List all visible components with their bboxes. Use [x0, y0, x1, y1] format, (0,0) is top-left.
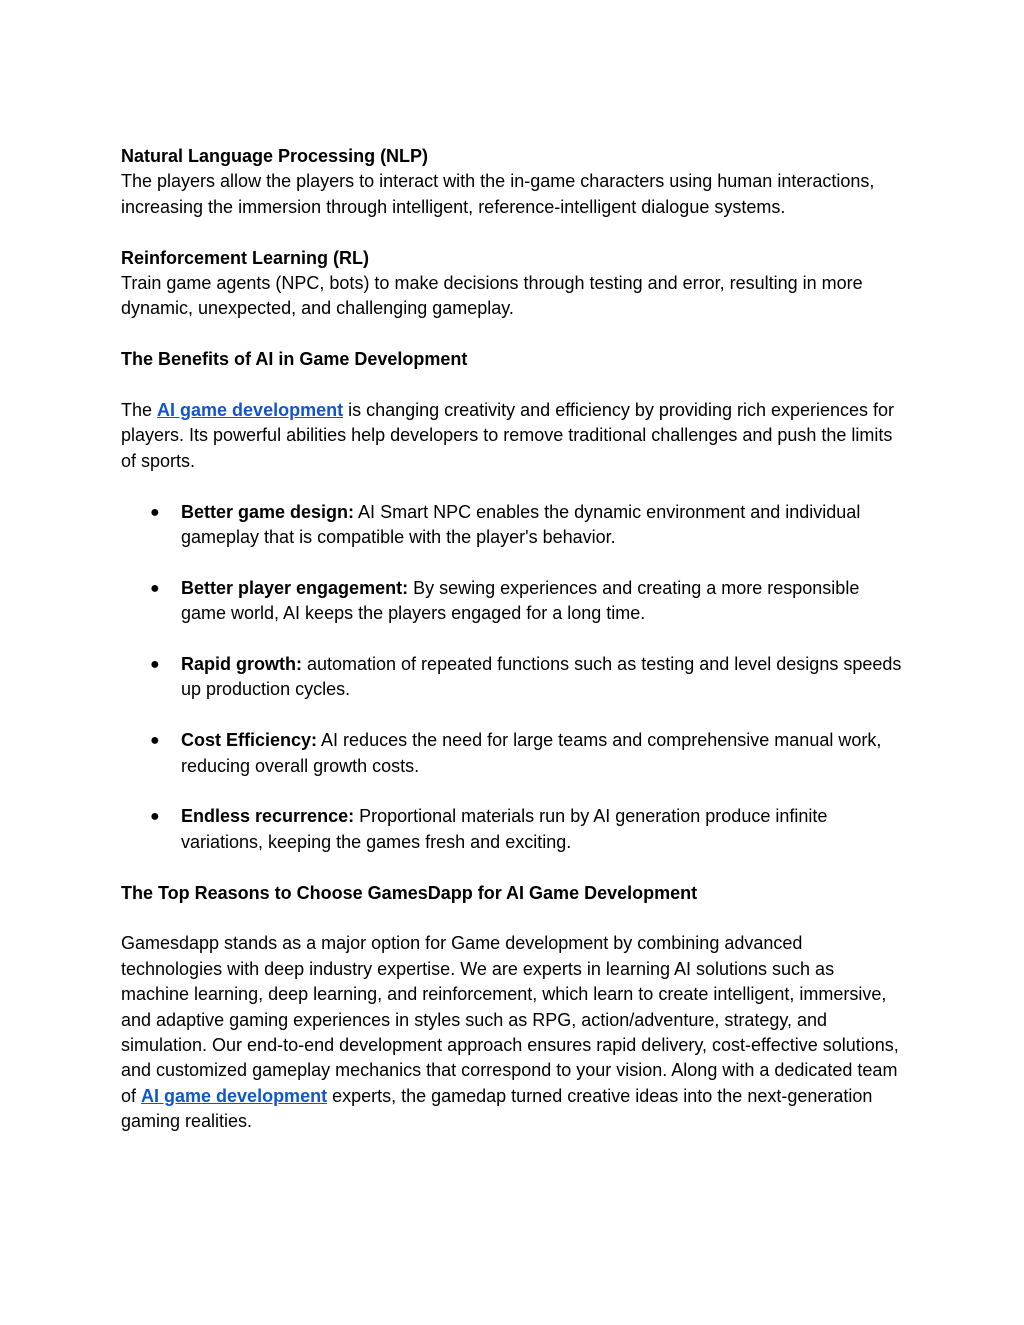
spacer [121, 906, 907, 931]
reasons-body-before: Gamesdapp stands as a major option for Game development by combining advanced technologies with deep industry expertise. We are experts in learning AI solutions such as machine learning, deep learning, and reinforcement, which learn to create intelligent, immersive, and adaptive gaming experiences in styles such as RPG, action/adventure, strategy, and simulation. Our end-to-end development approach ensures rapid delivery, cost-effective solutions, and customized gameplay mechanics that correspond to your vision. Along with a dedicated team of [121, 933, 899, 1106]
list-item [121, 804, 907, 855]
rl-heading: Reinforcement Learning (RL) [121, 247, 370, 268]
list-item-text: AI Smart NPC enables the dynamic environment and individual gameplay that is compatible with the player's behavior. [181, 501, 861, 548]
reasons-heading: The Top Reasons to Choose GamesDapp for AI Game Development [121, 882, 698, 903]
list-item-label: Better player engagement: [181, 577, 409, 598]
spacer [121, 220, 907, 245]
benefits-list [121, 500, 907, 856]
nlp-paragraph: The players allow the players to interact with the in-game characters using human interactions, increasing the immersion through intelligent, reference-intelligent dialogue systems. [121, 171, 875, 217]
spacer [121, 855, 907, 880]
list-item-label: Endless recurrence: [181, 806, 355, 827]
ai-game-development-link[interactable]: AI game development [141, 1085, 328, 1106]
list-item [121, 652, 907, 703]
list-item-label: Better game design: [181, 501, 355, 522]
bullet-icon: ● [150, 808, 160, 826]
spacer [121, 474, 907, 499]
list-item-text: By sewing experiences and creating a more responsible game world, AI keeps the players engaged for a long time. [181, 577, 860, 624]
spacer [121, 322, 907, 347]
list-item [121, 576, 907, 627]
list-item-text: AI reduces the need for large teams and comprehensive manual work, reducing overall growth costs. [181, 730, 882, 776]
nlp-heading: Natural Language Processing (NLP) [121, 146, 429, 166]
rl-paragraph: Train game agents (NPC, bots) to make decisions through testing and error, resulting in more dynamic, unexpected, and challenging gameplay. [121, 273, 863, 319]
document-body [121, 144, 907, 1135]
benefits-intro [121, 398, 907, 474]
bullet-icon: ● [150, 503, 160, 521]
list-item-text: automation of repeated functions such as testing and level designs speeds up production cycles. [181, 654, 902, 700]
bullet-icon: ● [150, 579, 160, 597]
spacer [121, 373, 907, 398]
list-item-label: Cost Efficiency: [181, 730, 318, 751]
reasons-paragraph [121, 931, 907, 1134]
reasons-body-after: experts, the gamedap turned creative ideas into the next-generation gaming realities. [121, 1085, 873, 1132]
benefits-intro-before: The [121, 400, 158, 421]
bullet-icon: ● [150, 732, 160, 750]
list-item-label: Rapid growth: [181, 654, 302, 675]
benefits-intro-after: is changing creativity and efficiency by providing rich experiences for players. Its powerful abilities help developers to remove traditional challenges and push the limits of sports. [121, 400, 895, 471]
benefits-heading: The Benefits of AI in Game Development [121, 349, 468, 370]
list-item [121, 500, 907, 551]
bullet-icon: ● [150, 656, 160, 674]
list-item-text: Proportional materials run by AI generation produce infinite variations, keeping the games fresh and exciting. [181, 806, 828, 852]
list-item [121, 728, 907, 779]
ai-game-development-link[interactable]: AI game development [157, 400, 344, 421]
